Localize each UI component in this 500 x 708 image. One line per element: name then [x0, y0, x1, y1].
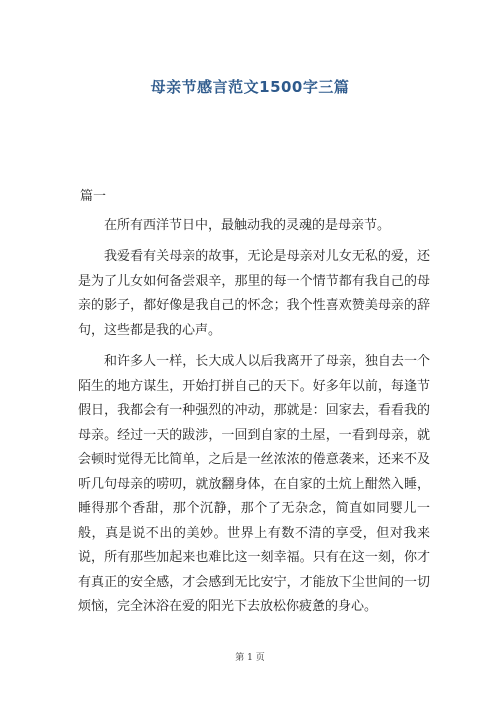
section-heading: 篇一	[80, 189, 107, 204]
paragraph-2: 我爱看有关母亲的故事，无论是母亲对儿女无私的爱，还是为了儿女如何备尝艰辛，那里的每一个情节都有我自己的母亲的影子，都好像是我自己的怀念；我个性喜欢赞美母亲的辞句，这些都是我的心声。	[78, 249, 430, 338]
document-body	[78, 185, 430, 627]
paragraph-3: 和许多人一样，长大成人以后我离开了母亲，独自去一个陌生的地方谋生，开始打拼自己的天下。好多年以前，每逢节假日，我都会有一种强烈的冲动，那就是：回家去，看看我的母亲。经过一天的跋涉，一回到自家的土屋，一看到母亲，就会顿时觉得无比简单，之后是一丝浓浓的倦意袭来，还来不及听几句母亲的唠叨，就放翻身体，在自家的土炕上酣然入睡，睡得那个香甜，那个沉静，那个了无杂念，简直如同婴儿一般，真是说不出的美妙。世界上有数不清的享受，但对我来说，所有那些加起来也难比这一刻幸福。只有在这一刻，你才有真正的安全感，才会感到无比安宁，才能放下尘世间的一切烦恼，完全沐浴在爱的阳光下去放松你疲惫的身心。	[78, 354, 430, 614]
page-number: 第 1 页	[235, 653, 265, 663]
document-title: 母亲节感言范文1500字三篇	[150, 78, 350, 96]
paragraph-1: 在所有西洋节日中，最触动我的灵魂的是母亲节。	[104, 217, 391, 233]
